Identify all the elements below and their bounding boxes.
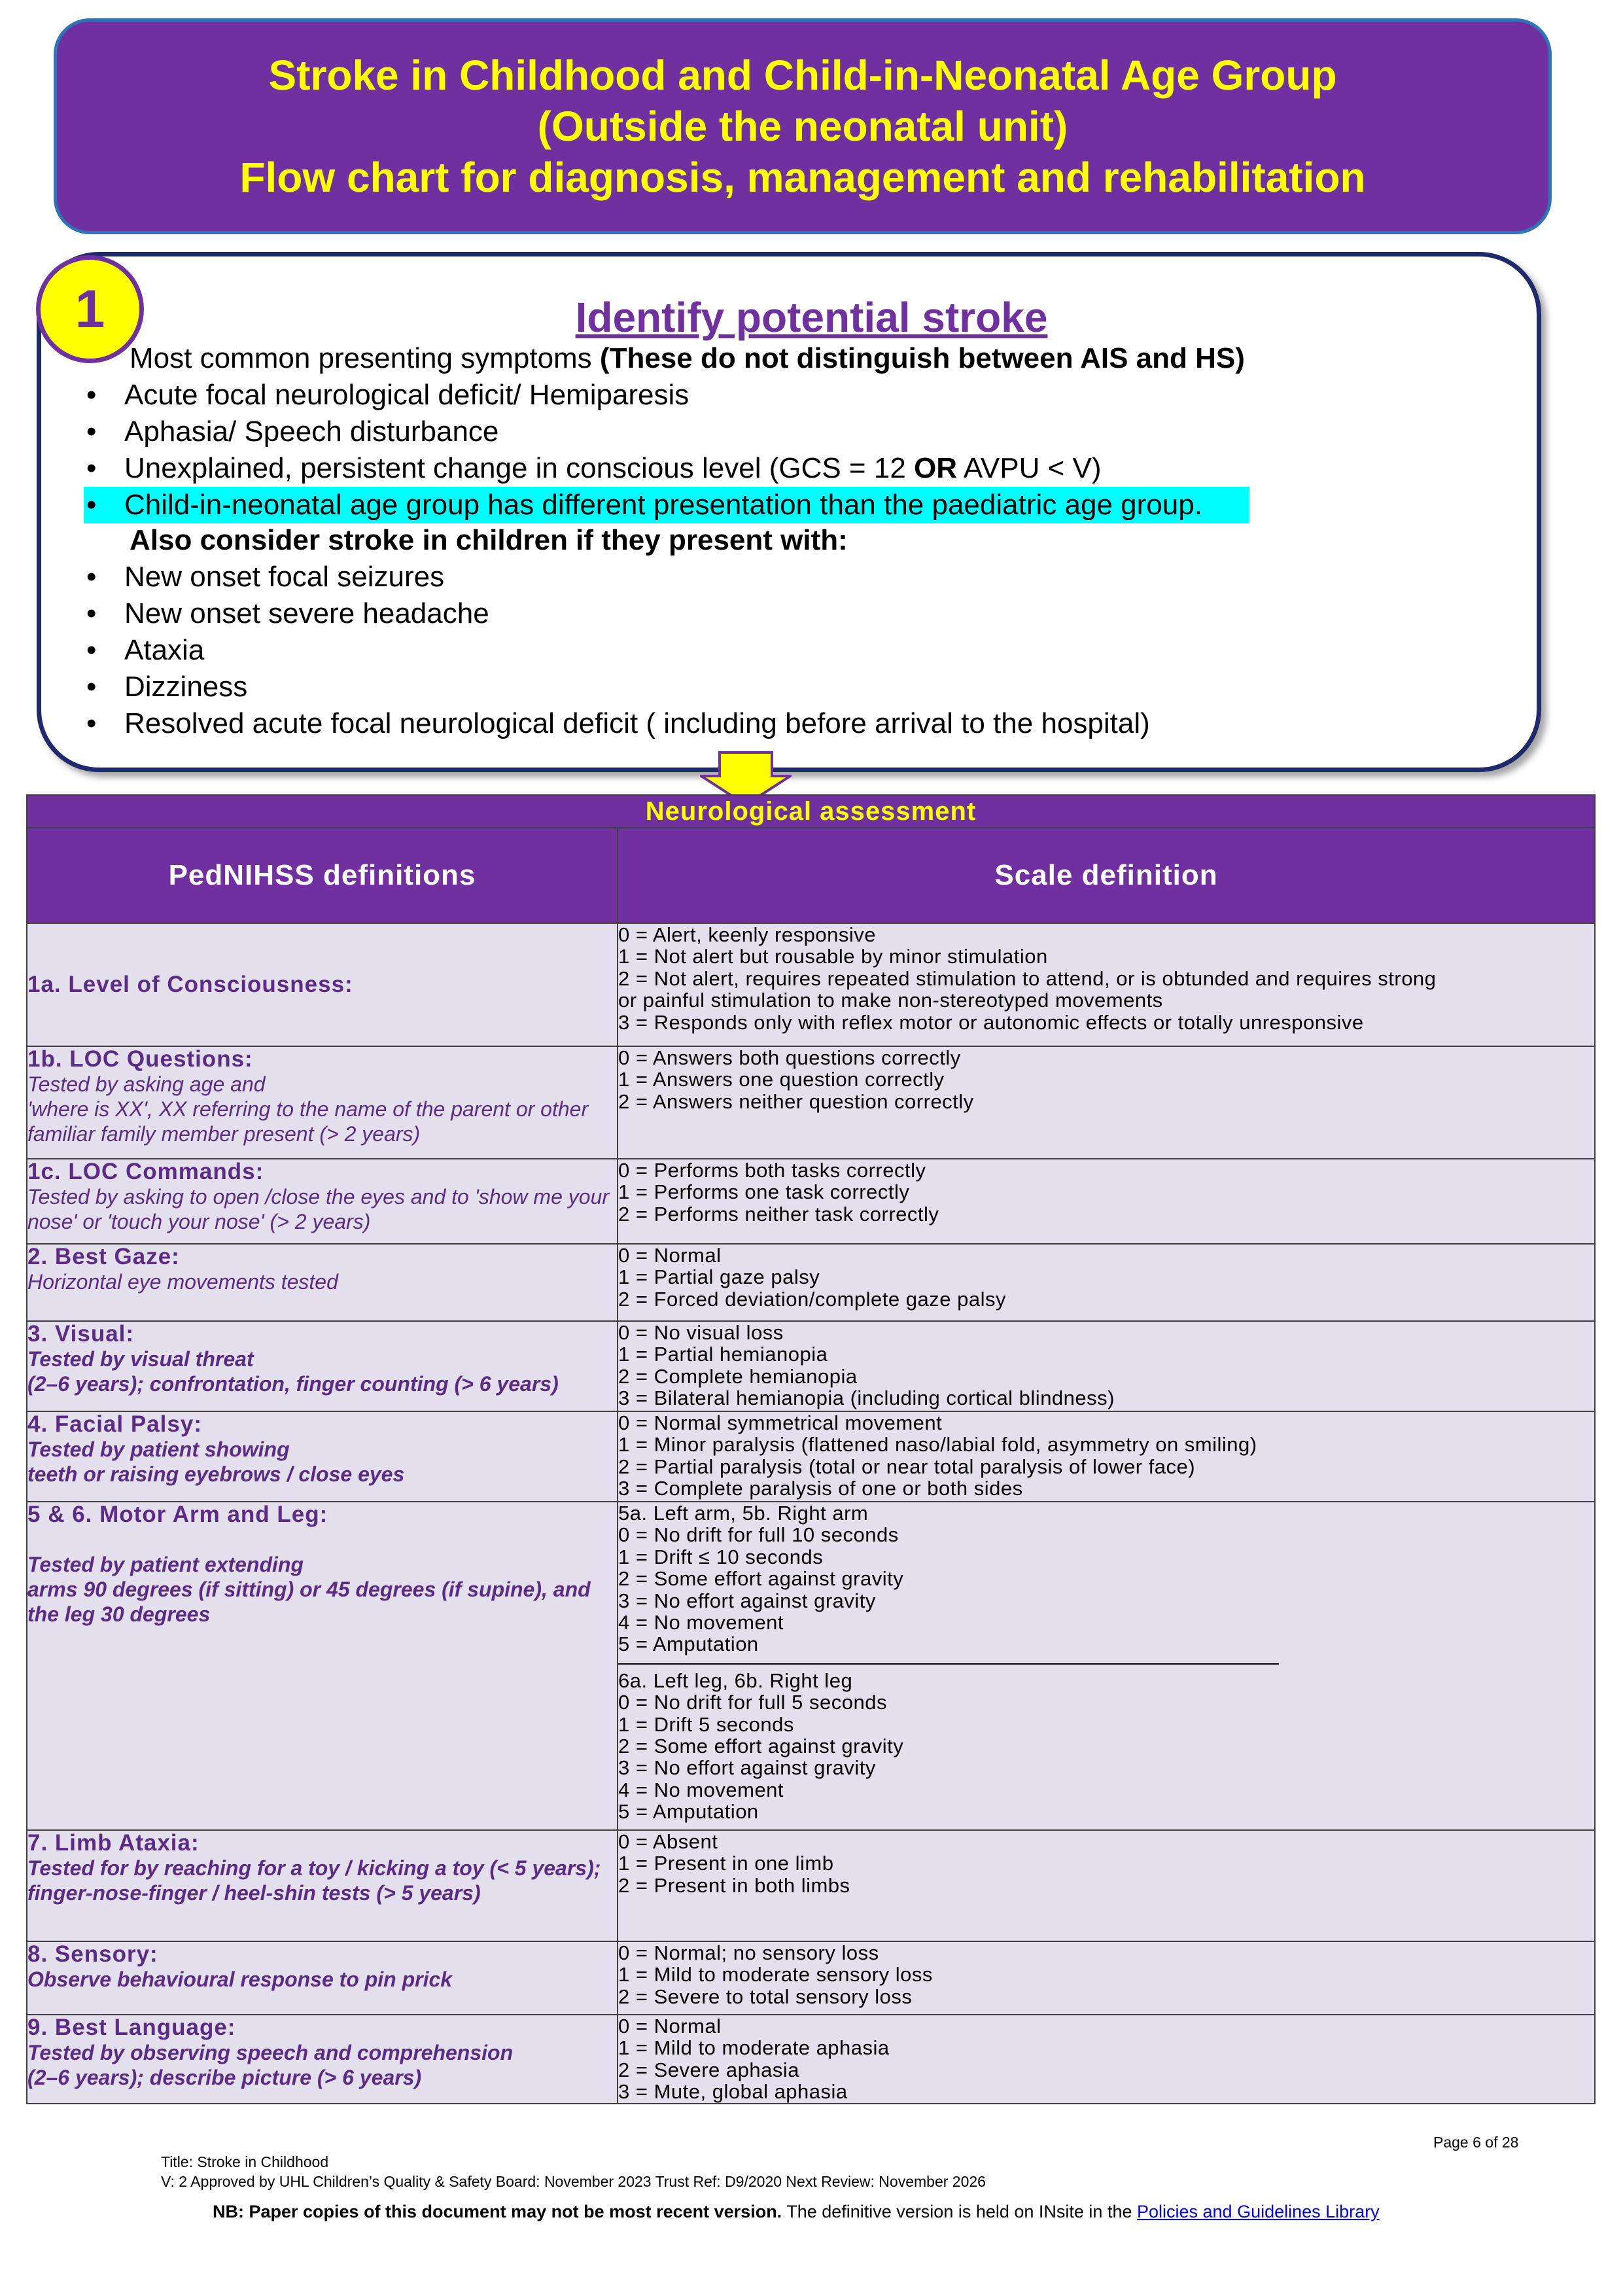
scale-line: 1 = Mild to moderate sensory loss (618, 1963, 933, 1987)
definition-description: Tested by asking age and 'where is XX', XX referring to the name of the parent or other familiar family member present (> 2 years) (27, 1072, 589, 1146)
scale-line: 2 = Present in both limbs (618, 1873, 850, 1897)
scale-line: 0 = Normal symmetrical movement (618, 1411, 943, 1434)
scale-line: 5 = Amputation (618, 1800, 759, 1824)
definition-description: Tested by asking to open /close the eyes and to 'show me your nose' or 'touch your nose' (> 2 years) (27, 1185, 610, 1233)
scale-line: 3 = No effort against gravity (618, 1589, 876, 1612)
definition-description: Tested by observing speech and comprehension (2–6 years); describe picture (> 6 years) (27, 2041, 514, 2089)
definition-title: 8. Sensory: (27, 1941, 158, 1967)
table-row (27, 1502, 1595, 1830)
scale-line: 1 = Partial gaze palsy (618, 1265, 820, 1289)
scale-line: 1 = Drift ≤ 10 seconds (618, 1545, 824, 1568)
scale-line: 5a. Left arm, 5b. Right arm (618, 1502, 869, 1525)
definition-title: 5 & 6. Motor Arm and Leg: (27, 1502, 328, 1527)
scale-line: 4 = No movement (618, 1778, 784, 1801)
scale-line: 0 = No drift for full 5 seconds (618, 1691, 887, 1714)
definition-title: 7. Limb Ataxia: (27, 1830, 200, 1856)
scale-line: 4 = No movement (618, 1611, 784, 1634)
definition-cell (27, 1502, 618, 1830)
header-banner (54, 18, 1552, 234)
scale-line: 2 = Not alert, requires repeated stimulation to attend, or is obtunded and requires strong (618, 966, 1437, 990)
scale-line: 0 = No visual loss (618, 1321, 784, 1344)
table-row (27, 1244, 1595, 1321)
scale-line: 0 = Absent (618, 1830, 718, 1853)
step-number-badge: 1 (36, 255, 144, 363)
bullet-item: Resolved acute focal neurological deficit ( including before arrival to the hospital) (124, 707, 1150, 739)
intro-plain: Most common presenting symptoms (130, 342, 600, 374)
scale-line: 2 = Performs neither task correctly (618, 1202, 939, 1226)
page-number: Page 6 of 28 (1433, 2134, 1519, 2151)
scale-cell (618, 1244, 1595, 1321)
scale-cell (618, 1411, 1595, 1502)
scale-line: 0 = Normal (618, 1244, 722, 1267)
scale-cell (618, 1830, 1595, 1941)
scale-line: 3 = Mute, global aphasia (618, 2080, 848, 2104)
table-header-row (27, 828, 1595, 923)
definition-description: Tested by patient showing teeth or raising eyebrows / close eyes (27, 1438, 405, 1486)
policies-library-link[interactable]: Policies and Guidelines Library (1136, 2202, 1380, 2221)
table-row (27, 1046, 1595, 1159)
scale-line: 1 = Present in one limb (618, 1852, 834, 1875)
definition-title: 9. Best Language: (27, 2015, 236, 2040)
bullet-item: Acute focal neurological deficit/ Hemiparesis (124, 379, 689, 411)
scale-line: 2 = Complete hemianopia (618, 1364, 858, 1388)
scale-line: 3 = Responds only with reflex motor or autonomic effects or totally unresponsive (618, 1010, 1364, 1034)
scale-line: 2 = Some effort against gravity (618, 1735, 904, 1758)
definition-description: Observe behavioural response to pin prick (27, 1968, 453, 1991)
definition-title: 1c. LOC Commands: (27, 1159, 264, 1184)
bullet-icon: • (86, 597, 97, 629)
scale-line: 1 = Partial hemianopia (618, 1343, 828, 1366)
header-line-1: Stroke in Childhood and Child-in-Neonatal Age Group (268, 52, 1337, 99)
bullet-text: Unexplained, persistent change in conscious level (GCS = 12 (124, 452, 915, 484)
definition-cell (27, 923, 618, 1046)
scale-line: 2 = Some effort against gravity (618, 1567, 904, 1591)
scale-line: 1 = Performs one task correctly (618, 1180, 910, 1204)
scale-cell (618, 1502, 1595, 1830)
scale-line: 0 = Normal; no sensory loss (618, 1941, 879, 1964)
bullet-item-conscious-level (124, 450, 1102, 487)
table-row (27, 1321, 1595, 1411)
also-consider-heading: Also consider stroke in children if they present with: (130, 524, 848, 556)
table-body (27, 923, 1595, 2104)
definition-description: Tested by visual threat (2–6 years); confrontation, finger counting (> 6 years) (27, 1347, 559, 1396)
scale-line: 1 = Not alert but rousable by minor stimulation (618, 945, 1048, 968)
scale-line: 0 = Alert, keenly responsive (618, 923, 876, 946)
scale-line: 2 = Severe aphasia (618, 2058, 799, 2081)
scale-line: 1 = Minor paralysis (flattened naso/labial fold, asymmetry on smiling) (618, 1433, 1257, 1457)
definition-description: Tested by patient extending arms 90 degrees (if sitting) or 45 degrees (if supine), and the leg 30 degrees (27, 1553, 591, 1626)
bullet-icon: • (86, 452, 97, 484)
definition-cell (27, 1830, 618, 1941)
footer-nb-bold: NB: Paper copies of this document may not be most recent version. (213, 2202, 782, 2221)
scale-line: 3 = Complete paralysis of one or both sides (618, 1477, 1023, 1500)
footer-title: Title: Stroke in Childhood (161, 2153, 329, 2170)
table-caption-row (27, 795, 1595, 828)
definition-description: Tested for by reaching for a toy / kicking a toy (< 5 years); finger-nose-finger / heel-shin tests (> 5 years) (27, 1856, 601, 1905)
definition-cell (27, 1159, 618, 1244)
table-caption: Neurological assessment (27, 795, 1595, 828)
bullet-icon: • (86, 561, 97, 593)
definition-description: Horizontal eye movements tested (27, 1270, 338, 1294)
identify-stroke-title: Identify potential stroke (575, 294, 1048, 341)
table-row (27, 1159, 1595, 1244)
scale-cell (618, 1046, 1595, 1159)
header-line-2: (Outside the neonatal unit) (537, 103, 1068, 150)
bullet-icon: • (86, 634, 97, 666)
table-row (27, 923, 1595, 1046)
scale-line: 1 = Answers one question correctly (618, 1068, 945, 1091)
table-row (27, 1411, 1595, 1502)
highlighted-bullet (84, 487, 1249, 523)
scale-line: 2 = Forced deviation/complete gaze palsy (618, 1287, 1006, 1311)
bullet-item: Dizziness (124, 671, 248, 703)
scale-cell (618, 1321, 1595, 1411)
bullet-icon: • (86, 489, 97, 521)
definition-title: 4. Facial Palsy: (27, 1411, 202, 1437)
bullet-item: Aphasia/ Speech disturbance (124, 415, 499, 448)
definition-title: 1b. LOC Questions: (27, 1046, 253, 1072)
scale-divider (618, 1663, 1279, 1665)
scale-cell (618, 923, 1595, 1046)
definition-title: 2. Best Gaze: (27, 1244, 180, 1269)
bullet-icon: • (86, 671, 97, 703)
scale-line: 5 = Amputation (618, 1633, 759, 1656)
scale-line: or painful stimulation to make non-stereotyped movements (618, 989, 1163, 1012)
scale-cell (618, 1941, 1595, 2015)
scale-cell (618, 2015, 1595, 2104)
bullet-text: AVPU < V) (957, 452, 1102, 484)
bullet-icon: • (86, 415, 97, 448)
col-header-scale: Scale definition (618, 828, 1595, 923)
definition-title: 1a. Level of Consciousness: (27, 972, 353, 997)
bullet-item: New onset severe headache (124, 597, 489, 629)
scale-line: 2 = Answers neither question correctly (618, 1089, 974, 1113)
definition-cell (27, 2015, 618, 2104)
table-row (27, 1830, 1595, 1941)
bullet-icon: • (86, 707, 97, 739)
definition-cell (27, 1046, 618, 1159)
footer-nb-plain: The definitive version is held on INsite in the (782, 2202, 1137, 2221)
definition-title: 3. Visual: (27, 1321, 135, 1347)
scale-line: 3 = No effort against gravity (618, 1756, 876, 1780)
scale-line: 0 = Normal (618, 2015, 722, 2038)
bullet-or: OR (914, 452, 958, 484)
bullet-icon: • (86, 379, 97, 411)
intro-line (130, 340, 1245, 377)
header-line-3: Flow chart for diagnosis, management and rehabilitation (239, 154, 1366, 201)
definition-cell (27, 1244, 618, 1321)
definition-cell (27, 1321, 618, 1411)
scale-cell (618, 1159, 1595, 1244)
highlighted-bullet-text: Child-in-neonatal age group has different presentation than the paediatric age group. (124, 489, 1202, 521)
neurological-assessment-table (26, 794, 1596, 2104)
definition-cell (27, 1941, 618, 2015)
footer-nb (213, 2202, 1380, 2221)
scale-line: 1 = Mild to moderate aphasia (618, 2036, 890, 2060)
definition-cell (27, 1411, 618, 1502)
col-header-definitions: PedNIHSS definitions (27, 828, 618, 923)
scale-line: 6a. Left leg, 6b. Right leg (618, 1669, 853, 1692)
footer-version: V: 2 Approved by UHL Children’s Quality & Safety Board: November 2023 Trust Ref: D9/2020 Next Review: November 2026 (161, 2173, 986, 2190)
scale-line: 2 = Partial paralysis (total or near total paralysis of lower face) (618, 1455, 1196, 1478)
scale-line: 0 = No drift for full 10 seconds (618, 1523, 899, 1547)
intro-bold: (These do not distinguish between AIS and HS) (599, 342, 1245, 374)
table-row (27, 1941, 1595, 2015)
scale-line: 2 = Severe to total sensory loss (618, 1985, 913, 2008)
bullet-item: Ataxia (124, 634, 205, 666)
scale-line: 0 = Performs both tasks correctly (618, 1159, 926, 1182)
table-row (27, 2015, 1595, 2104)
scale-line: 0 = Answers both questions correctly (618, 1046, 961, 1069)
scale-line: 3 = Bilateral hemianopia (including cortical blindness) (618, 1386, 1115, 1410)
scale-line: 1 = Drift 5 seconds (618, 1712, 794, 1736)
bullet-item: New onset focal seizures (124, 561, 445, 593)
